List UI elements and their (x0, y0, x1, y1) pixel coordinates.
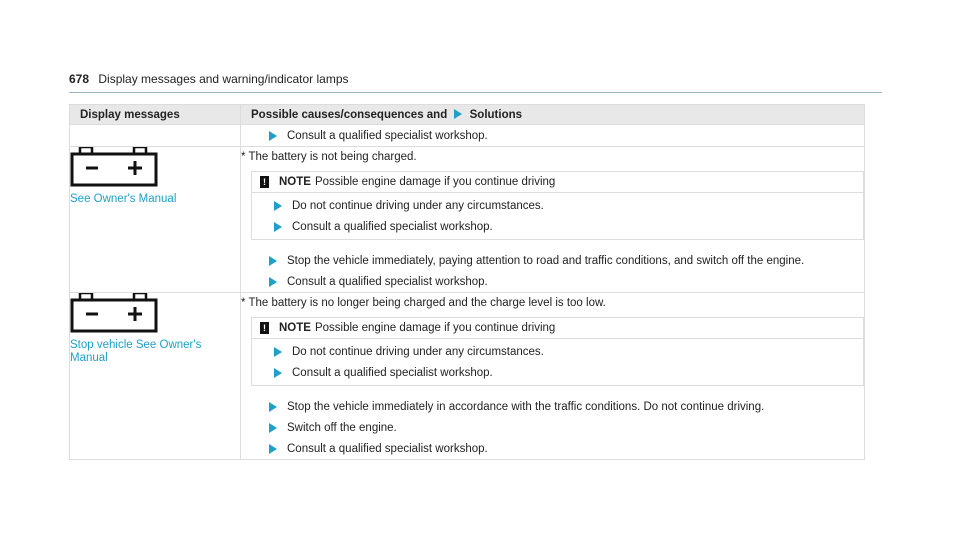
col-header-causes (241, 105, 865, 125)
arrow-right-icon (274, 368, 282, 378)
note-header (252, 172, 863, 193)
battery-icon (70, 293, 160, 333)
col-header-display-messages: Display messages (70, 105, 241, 125)
solution-text: Stop the vehicle immediately in accordance with the traffic conditions. Do not continue driving. (287, 400, 765, 413)
note-text: Possible engine damage if you continue driving (314, 322, 556, 334)
note-item (252, 195, 863, 216)
battery-icon (70, 147, 160, 187)
note-label: NOTE (279, 176, 311, 188)
solution-item (241, 396, 864, 417)
table-row (70, 125, 865, 147)
note-box (251, 317, 864, 386)
col-header-causes-label: Possible causes/consequences and (251, 108, 448, 121)
message-cell (70, 293, 241, 460)
message-cell (70, 147, 241, 293)
table-row (70, 147, 865, 293)
arrow-right-icon (274, 222, 282, 232)
cause-text: * The battery is not being charged. (241, 151, 417, 163)
display-messages-table (69, 104, 865, 460)
note-item (252, 362, 863, 383)
solution-text: Consult a qualified specialist workshop. (287, 275, 488, 288)
note-item-text: Do not continue driving under any circumstances. (292, 345, 544, 358)
page-number: 678 (69, 72, 90, 86)
solution-text: Switch off the engine. (287, 421, 397, 434)
table-row (70, 293, 865, 460)
table-header-row (70, 105, 865, 125)
cause-text: * The battery is no longer being charged and the charge level is too low. (241, 297, 606, 309)
table-cell-empty (70, 125, 241, 147)
solution-item (241, 438, 864, 459)
col-header-solutions-label: Solutions (469, 108, 523, 121)
arrow-right-icon (269, 131, 277, 141)
solution-text: Consult a qualified specialist workshop. (287, 442, 488, 455)
warning-icon: ! (260, 322, 269, 334)
note-item (252, 216, 863, 237)
page-title: Display messages and warning/indicator lamps (98, 72, 349, 86)
arrow-right-icon (274, 201, 282, 211)
note-box (251, 171, 864, 240)
table-cell (241, 125, 865, 147)
arrow-right-icon (269, 402, 277, 412)
arrow-right-icon (269, 423, 277, 433)
solution-item (241, 125, 864, 146)
note-item-text: Consult a qualified specialist workshop. (292, 220, 493, 233)
note-text: Possible engine damage if you continue driving (314, 176, 556, 188)
arrow-right-icon (269, 256, 277, 266)
note-item-text: Do not continue driving under any circumstances. (292, 199, 544, 212)
note-body (252, 193, 863, 239)
note-label: NOTE (279, 322, 311, 334)
note-item-text: Consult a qualified specialist workshop. (292, 366, 493, 379)
solution-item (241, 250, 864, 271)
warning-icon: ! (260, 176, 269, 188)
arrow-right-icon (269, 444, 277, 454)
solution-text: Consult a qualified specialist workshop. (287, 129, 488, 142)
solution-text: Stop the vehicle immediately, paying attention to road and traffic conditions, and switch off the engine. (287, 254, 805, 267)
arrow-right-icon (274, 347, 282, 357)
arrow-right-icon (454, 109, 462, 119)
message-text[interactable]: See Owner's Manual (70, 193, 177, 205)
solution-item (241, 417, 864, 438)
message-text[interactable]: Stop vehicle See Owner's Manual (70, 339, 202, 364)
page-header (69, 70, 882, 93)
causes-cell (241, 293, 865, 460)
arrow-right-icon (269, 277, 277, 287)
note-header (252, 318, 863, 339)
note-item (252, 341, 863, 362)
note-body (252, 339, 863, 385)
solution-item (241, 271, 864, 292)
causes-cell (241, 147, 865, 293)
